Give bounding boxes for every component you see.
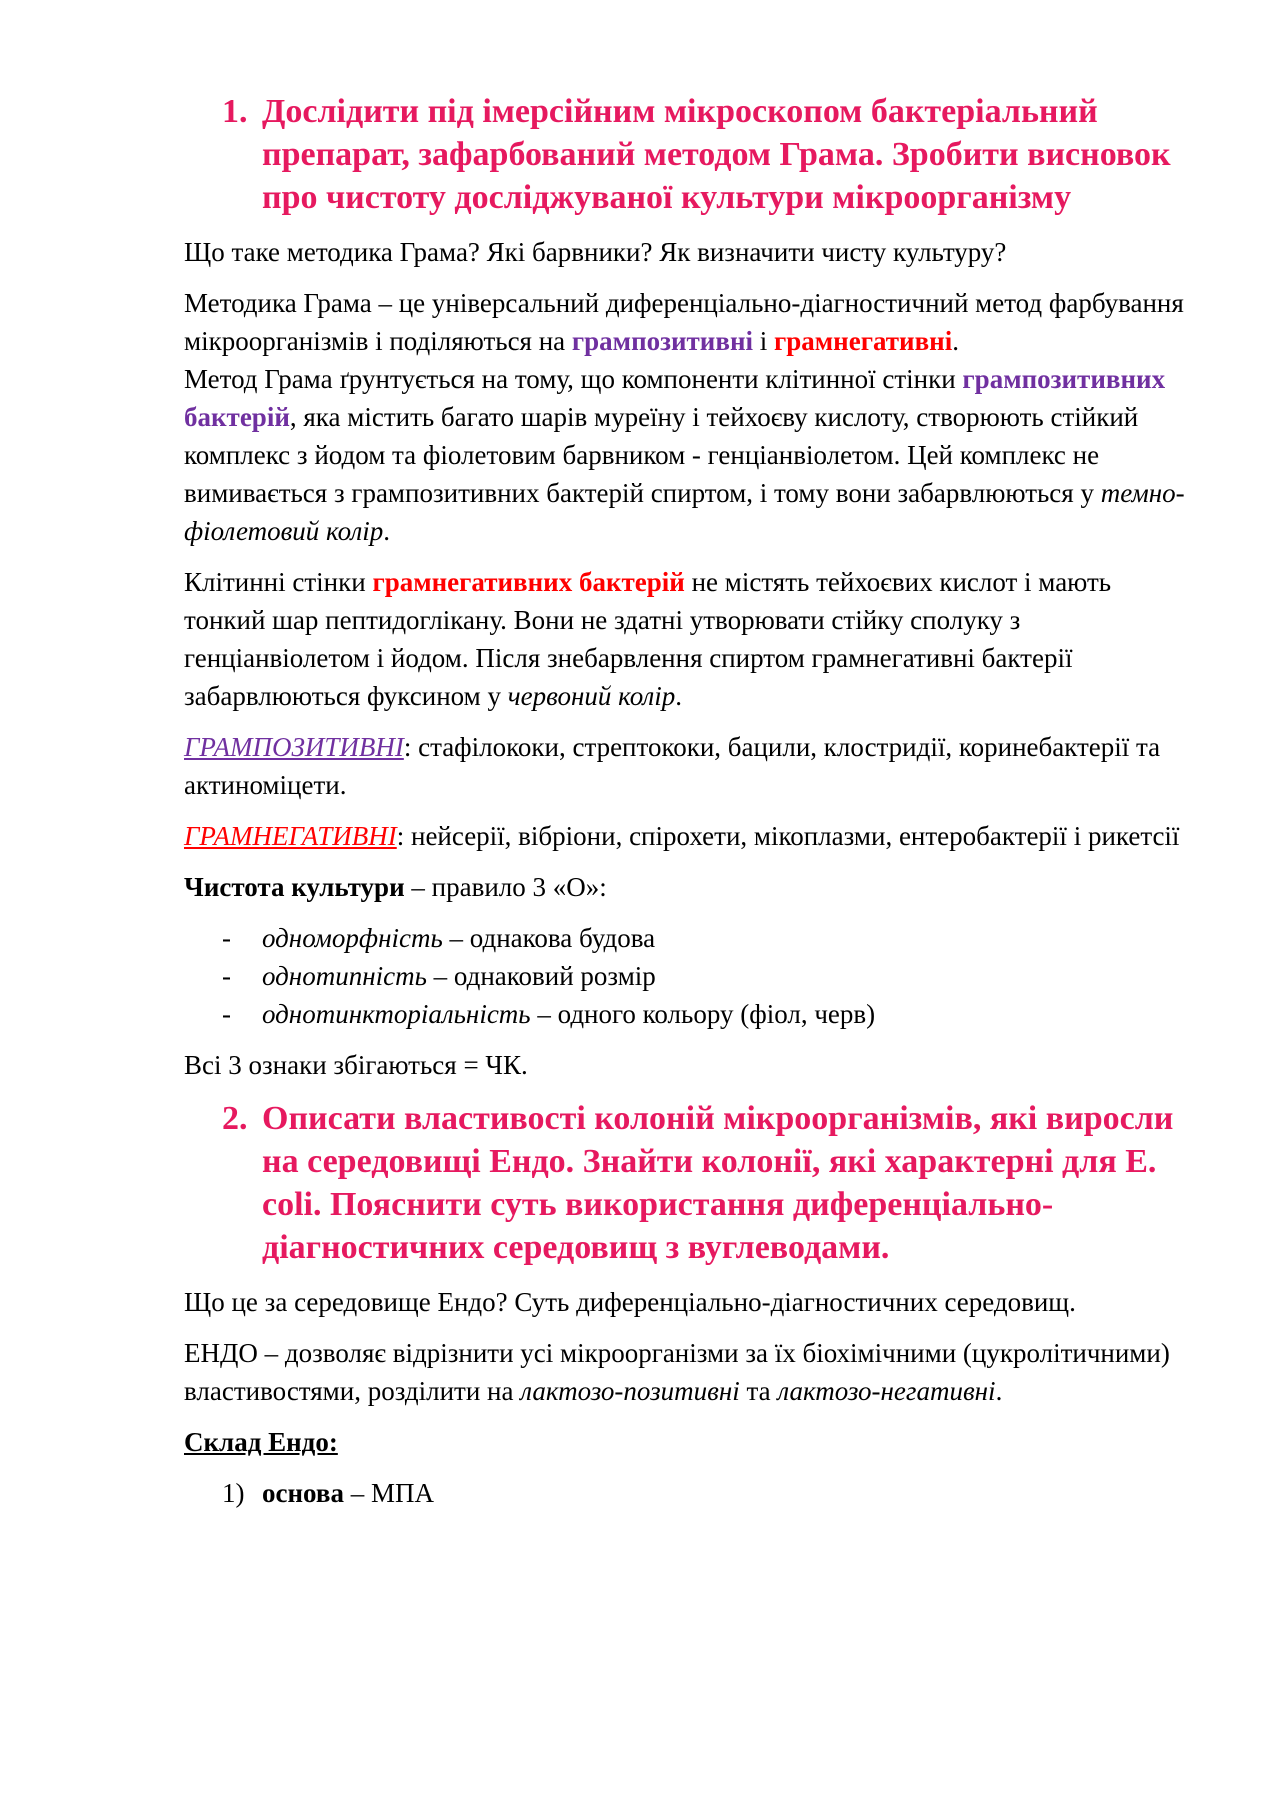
paragraph-gram-method: Методика Грама – це універсальний диференціально-діагностичний метод фарбування мікроорганізмів і поділяються на грампозитивні і грамнегативні. <box>184 288 1184 356</box>
paragraph-gram-negative: Клітинні стінки грамнегативних бактерій не містять тейхоєвих кислот і мають тонкий шар пептидоглікану. Вони не здатні утворювати стійку сполуку з генціанвіолетом і йодом. Після знебарвлення спиртом грамнегативні бактерії забарвлюються фуксином у червоний колір. <box>184 567 1112 711</box>
list-item: - однотинкторіальність – одного кольору (фіол, черв) <box>222 999 876 1029</box>
term-gram-negative: грамнегативні <box>774 326 953 356</box>
list-item: - одноморфність – однакова будова <box>222 923 656 953</box>
gram-positive-list: ГРАМПОЗИТИВНІ: стафілококи, стрептококи, бацили, клостридії, коринебактерії та актиноміцети. <box>184 732 1161 800</box>
list-item: 1) основа – МПА <box>222 1478 434 1508</box>
heading-text: Дослідити під імерсійним мікроскопом бактеріальний препарат, зафарбований методом Грама. Зробити висновок про чистоту досліджуваної культури мікроорганізму <box>262 93 1171 216</box>
purity-title: Чистота культури <box>184 872 405 902</box>
document-page <box>184 90 1194 1512</box>
composition-list <box>184 1474 1194 1512</box>
heading-number: 1. <box>222 93 248 130</box>
gram-negative-list: ГРАМНЕГАТИВНІ: нейсерії, вібріони, спірохети, мікоплазми, ентеробактерії і рикетсії <box>184 821 1180 851</box>
purity-rules-list <box>184 919 1194 1033</box>
label-gram-positive: ГРАМПОЗИТИВНІ <box>184 732 404 762</box>
question-2: Що це за середовище Ендо? Суть диференціально-діагностичних середовищ. <box>184 1287 1076 1317</box>
purity-rule: Чистота культури – правило 3 «О»: <box>184 872 607 902</box>
heading-task-2 <box>222 1097 1194 1269</box>
term-gram-positive: грампозитивні <box>571 326 753 356</box>
question-1: Що таке методика Грама? Які барвники? Як визначити чисту культуру? <box>184 237 1007 267</box>
composition-title: Склад Ендо: <box>184 1427 338 1457</box>
heading-task-1 <box>222 90 1194 219</box>
paragraph-endo: ЕНДО – дозволяє відрізнити усі мікроорганізми за їх біохімічними (цукролітичними) властивостями, розділити на лактозо-позитивні та лактозо-негативні. <box>184 1338 1170 1406</box>
heading-text: Описати властивості колоній мікроорганізмів, які виросли на середовищі Ендо. Знайти колонії, які характерні для E. coli. Пояснити суть використання диференціально-діагностичних середовищ з вуглеводами. <box>262 1100 1174 1266</box>
term-dark-violet: темно-фіолетовий колір <box>184 478 1185 546</box>
label-gram-negative: ГРАМНЕГАТИВНІ <box>184 821 397 851</box>
paragraph-gram-positive: Метод Грама ґрунтується на тому, що компоненти клітинної стінки грампозитивних бактерій, яка містить багато шарів муреїну і тейхоєву кислоту, створюють стійкий комплекс з йодом та фіолетовим барвником - генціанвіолетом. Цей комплекс не вимивається з грампозитивних бактерій спиртом, і тому вони забарвлюються у темно-фіолетовий колір. <box>184 364 1185 546</box>
summary: Всі 3 ознаки збігаються = ЧК. <box>184 1050 528 1080</box>
term-gram-negative-bacteria: грамнегативних бактерій <box>372 567 685 597</box>
term-gram-positive-bacteria: грампозитивних бактерій <box>184 364 1166 432</box>
heading-number: 2. <box>222 1100 248 1137</box>
term-red-color: червоний колір <box>507 681 676 711</box>
list-item: - однотипність – однаковий розмір <box>222 961 656 991</box>
